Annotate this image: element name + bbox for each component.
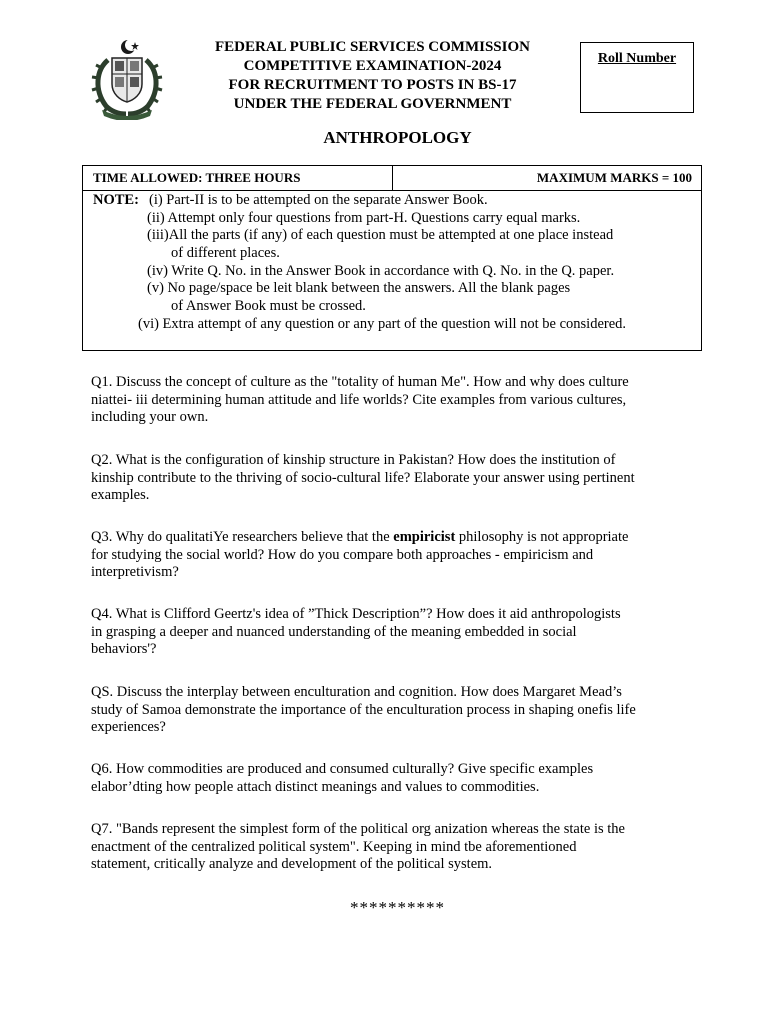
header-line: UNDER THE FEDERAL GOVERNMENT: [233, 96, 512, 112]
note-line: (ii) Attempt only four questions from part-H. Questions carry equal marks.: [147, 209, 581, 226]
note-label: NOTE:: [93, 192, 139, 208]
roll-number-box[interactable]: [580, 42, 694, 113]
question-line: Q7. "Bands represent the simplest form of the political org anization whereas the state is the: [91, 821, 625, 837]
exam-info-row: [83, 166, 701, 191]
note-line: (iii)All the parts (if any) of each question must be attempted at one place instead: [147, 227, 614, 243]
note-line: of different places.: [171, 244, 280, 261]
question-line: Q1. Discuss the concept of culture as the "totality of human Me". How and why does culture: [91, 374, 629, 390]
question-line: statement, critically analyze and development of the political system.: [91, 856, 493, 872]
question-text: Q3. Why do qualitatiYe researchers believe that the: [91, 529, 394, 545]
question-line: QS. Discuss the interplay between enculturation and cognition. How does Margaret Mead’s: [91, 684, 622, 700]
question-line: elabor’dting how people attach distinct meanings and values to commodities.: [91, 778, 540, 795]
question-text: philosophy is not appropriate: [455, 529, 629, 545]
question-line: [91, 529, 711, 547]
end-marker: **********: [350, 898, 445, 917]
question-line: Q6. How commodities are produced and consumed culturally? Give specific examples: [91, 761, 594, 777]
question-line: Q2. What is the configuration of kinship structure in Pakistan? How does the institution of: [91, 452, 616, 468]
question-line: for studying the social world? How do you compare both approaches - empiricism and: [91, 546, 594, 563]
instructions-box: [82, 165, 702, 351]
question-line: niattei- iii determining human attitude and life worlds? Cite examples from various cultures,: [91, 391, 627, 408]
question-line: including your own.: [91, 409, 209, 425]
subject-title: ANTHROPOLOGY: [323, 128, 472, 147]
question-7: [91, 821, 711, 874]
question-line: kinship contribute to the thriving of socio-cultural life? Elaborate your answer using pertinent: [91, 469, 635, 486]
question-line: experiences?: [91, 719, 166, 735]
question-4: [91, 606, 711, 659]
question-emphasis: empiricist: [393, 529, 456, 545]
question-line: study of Samoa demonstrate the importance of the enculturation process in shaping onefis life: [91, 701, 636, 718]
exam-header: [180, 38, 565, 114]
roll-number-label: Roll Number: [597, 51, 677, 66]
emblem-logo: [88, 38, 166, 120]
time-allowed: TIME ALLOWED: THREE HOURS: [83, 166, 393, 190]
question-line: examples.: [91, 487, 150, 503]
maximum-marks: MAXIMUM MARKS = 100: [536, 170, 692, 185]
header-line: FEDERAL PUBLIC SERVICES COMMISSION: [215, 39, 530, 55]
question-line: interpretivism?: [91, 564, 179, 580]
header-line: FOR RECRUITMENT TO POSTS IN BS-17: [228, 77, 517, 93]
question-2: [91, 452, 711, 505]
question-line: in grasping a deeper and nuanced understanding of the meaning embedded in social: [91, 623, 577, 640]
note-line: (vi) Extra attempt of any question or any part of the question will not be considered.: [138, 315, 627, 332]
question-3: [91, 529, 711, 582]
question-line: enactment of the centralized political system". Keeping in mind tbe aforementioned: [91, 838, 577, 855]
note-line: (iv) Write Q. No. in the Answer Book in accordance with Q. No. in the Q. paper.: [147, 262, 615, 279]
question-line: Q4. What is Clifford Geertz's idea of ”Thick Description”? How does it aid anthropologists: [91, 606, 621, 622]
question-6: [91, 761, 711, 796]
question-5: [91, 684, 711, 737]
question-line: behaviors'?: [91, 641, 157, 657]
note-line: (i) Part-II is to be attempted on the separate Answer Book.: [149, 192, 488, 208]
header-line: COMPETITIVE EXAMINATION-2024: [243, 58, 502, 74]
question-1: [91, 374, 711, 427]
note-line: (v) No page/space be leit blank between the answers. All the blank pages: [147, 280, 571, 296]
note-line: of Answer Book must be crossed.: [171, 297, 366, 314]
